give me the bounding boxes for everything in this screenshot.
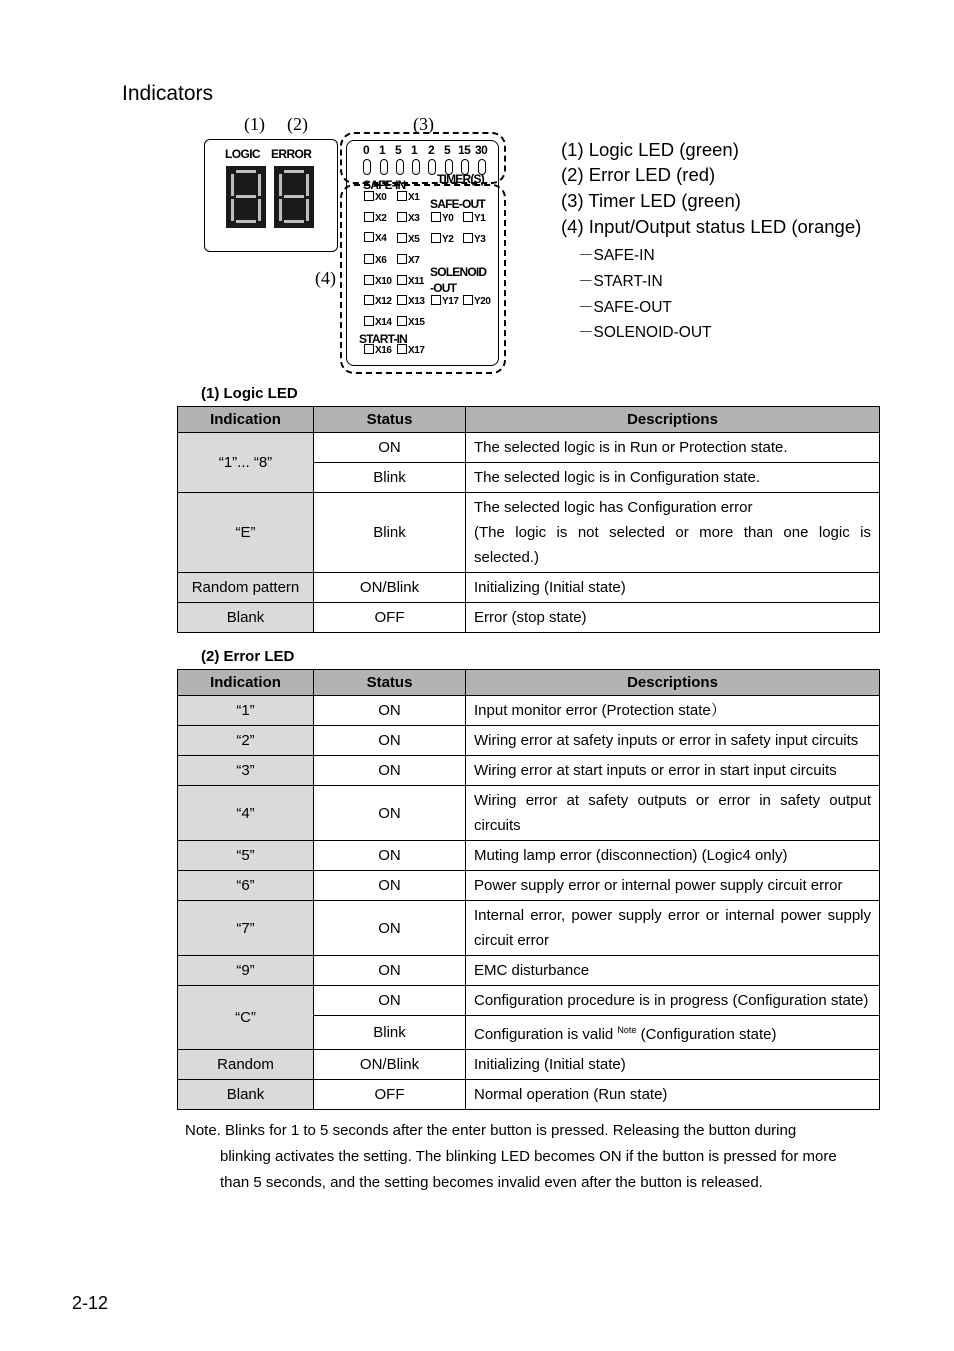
output-led-y0: Y0: [431, 212, 453, 224]
indication-cell: “5”: [178, 841, 314, 871]
timer-number: 30: [475, 143, 488, 157]
legend-item: (3) Timer LED (green): [561, 190, 741, 211]
description-cell: Muting lamp error (disconnection) (Logic4 only): [466, 841, 880, 871]
logic-table-caption: (1) Logic LED: [201, 385, 298, 402]
note-line: Note. Blinks for 1 to 5 seconds after the enter button is pressed. Releasing the button during: [185, 1122, 797, 1139]
status-cell: OFF: [314, 603, 466, 633]
status-cell: Blink: [314, 1016, 466, 1050]
output-led-y3: Y3: [463, 233, 485, 245]
safe-out-label: SAFE-OUT: [430, 197, 485, 211]
legend-item: (2) Error LED (red): [561, 164, 716, 185]
timer-number: 0: [363, 143, 370, 157]
input-led-x16: X16: [364, 344, 392, 356]
description-cell: Wiring error at start inputs or error in start input circuits: [466, 756, 880, 786]
timer-lamp-icon: [380, 159, 388, 175]
status-cell: ON: [314, 871, 466, 901]
indication-cell: “1”: [178, 696, 314, 726]
output-led-y17: Y17: [431, 295, 459, 307]
error-digit-display: [274, 166, 314, 228]
indication-cell: Blank: [178, 1080, 314, 1110]
status-cell: ON: [314, 986, 466, 1016]
input-led-x6: X6: [364, 254, 386, 266]
timer-number: 5: [395, 143, 402, 157]
description-cell: Error (stop state): [466, 603, 880, 633]
indication-cell: “3”: [178, 756, 314, 786]
status-cell: OFF: [314, 1080, 466, 1110]
input-led-x4: X4: [364, 232, 386, 244]
column-header: Descriptions: [466, 407, 880, 433]
indication-cell: “7”: [178, 901, 314, 956]
column-header: Descriptions: [466, 670, 880, 696]
note-mark: Note: [617, 1025, 637, 1035]
legend-sub-item: －START-IN: [578, 273, 663, 290]
table-row: [178, 1050, 880, 1080]
table-row: [178, 603, 880, 633]
table-row: [178, 573, 880, 603]
error-led-table: [177, 669, 880, 1110]
error-table-caption: (2) Error LED: [201, 648, 295, 665]
table-row: [178, 786, 880, 841]
status-cell: ON: [314, 696, 466, 726]
table-row: [178, 756, 880, 786]
table-row: [178, 986, 880, 1016]
status-cell: ON: [314, 956, 466, 986]
status-cell: ON: [314, 756, 466, 786]
column-header: Indication: [178, 407, 314, 433]
callout-4: (4): [315, 268, 336, 288]
footnote: [185, 1118, 875, 1196]
description-cell: Power supply error or internal power supply circuit error: [466, 871, 880, 901]
table-row: [178, 726, 880, 756]
legend-item: (1) Logic LED (green): [561, 139, 739, 160]
callout-3: (3): [413, 114, 434, 134]
input-led-x10: X10: [364, 275, 392, 287]
status-cell: ON: [314, 786, 466, 841]
description-cell: The selected logic has Configuration error (The logic is not selected or more than one logic is selected.): [466, 493, 880, 573]
input-led-x7: X7: [397, 254, 419, 266]
page-heading: Indicators: [122, 82, 214, 105]
logic-led-table: [177, 406, 880, 633]
input-led-x2: X2: [364, 212, 386, 224]
legend-sub-item: －SAFE-OUT: [578, 299, 672, 316]
description-cell: Internal error, power supply error or internal power supply circuit error: [466, 901, 880, 956]
note-line: than 5 seconds, and the setting becomes invalid even after the button is released.: [220, 1174, 763, 1191]
column-header: Status: [314, 407, 466, 433]
input-led-x12: X12: [364, 295, 392, 307]
timer-label: TIMER(S): [437, 172, 484, 186]
input-led-x13: X13: [397, 295, 425, 307]
description-cell: Configuration procedure is in progress (Configuration state): [466, 986, 880, 1016]
timer-lamp-icon: [363, 159, 371, 175]
indication-cell: “C”: [178, 986, 314, 1050]
description-cell: Input monitor error (Protection state）: [466, 696, 880, 726]
status-cell: ON/Blink: [314, 1050, 466, 1080]
indication-cell: “2”: [178, 726, 314, 756]
legend-sub-item: －SAFE-IN: [578, 247, 655, 264]
table-row: [178, 493, 880, 573]
status-cell: ON/Blink: [314, 573, 466, 603]
description-cell: The selected logic is in Configuration state.: [466, 463, 880, 493]
output-led-y2: Y2: [431, 233, 453, 245]
input-led-x14: X14: [364, 316, 392, 328]
indication-cell: “6”: [178, 871, 314, 901]
description-cell: Wiring error at safety inputs or error in safety input circuits: [466, 726, 880, 756]
table-row: [178, 696, 880, 726]
description-cell: Initializing (Initial state): [466, 573, 880, 603]
callout-1: (1): [244, 114, 265, 134]
error-label: ERROR: [271, 147, 312, 161]
description-cell: Normal operation (Run state): [466, 1080, 880, 1110]
indication-cell: Random pattern: [178, 573, 314, 603]
table-row: [178, 956, 880, 986]
table-row: [178, 841, 880, 871]
timer-number: 15: [458, 143, 471, 157]
status-cell: ON: [314, 433, 466, 463]
indication-cell: “4”: [178, 786, 314, 841]
start-in-label: START-IN: [359, 332, 408, 346]
table-row: [178, 433, 880, 463]
output-led-y1: Y1: [463, 212, 485, 224]
timer-lamp-icon: [412, 159, 420, 175]
status-cell: ON: [314, 841, 466, 871]
table-row: [178, 901, 880, 956]
input-led-x11: X11: [397, 275, 424, 287]
indication-cell: Blank: [178, 603, 314, 633]
table-header-row: [178, 407, 880, 433]
input-led-x15: X15: [397, 316, 425, 328]
indication-cell: Random: [178, 1050, 314, 1080]
timer-number: 5: [444, 143, 451, 157]
callout-2: (2): [287, 114, 308, 134]
indication-cell: “E”: [178, 493, 314, 573]
table-header-row: [178, 670, 880, 696]
description-cell: Configuration is valid $^{Note}$ (Configuration state): [466, 1016, 880, 1050]
note-line: blinking activates the setting. The blinking LED becomes ON if the button is pressed for more: [220, 1148, 837, 1165]
description-cell: Initializing (Initial state): [466, 1050, 880, 1080]
logic-label: LOGIC: [225, 147, 260, 161]
output-led-y20: Y20: [463, 295, 491, 307]
page-number: 2-12: [72, 1293, 109, 1313]
solenoid-out-label-2: -OUT: [430, 281, 457, 295]
input-led-x17: X17: [397, 344, 425, 356]
timer-lamp-icon: [428, 159, 436, 175]
safe-in-label: SAFE-IN: [363, 178, 406, 192]
logic-digit-display: [226, 166, 266, 228]
timer-number: 1: [379, 143, 386, 157]
status-cell: ON: [314, 726, 466, 756]
timer-number: 2: [428, 143, 435, 157]
description-cell: The selected logic is in Run or Protection state.: [466, 433, 880, 463]
legend-sub-item: －SOLENOID-OUT: [578, 324, 712, 341]
solenoid-out-label: SOLENOID: [430, 265, 487, 279]
status-cell: Blink: [314, 493, 466, 573]
seven-segment-panel: [204, 139, 338, 252]
description-cell: Wiring error at safety outputs or error in safety output circuits: [466, 786, 880, 841]
status-cell: ON: [314, 901, 466, 956]
status-cell: Blink: [314, 463, 466, 493]
column-header: Indication: [178, 670, 314, 696]
input-led-x3: X3: [397, 212, 419, 224]
legend-item: (4) Input/Output status LED (orange): [561, 216, 862, 237]
table-row: [178, 1080, 880, 1110]
input-led-x1: X1: [397, 191, 419, 203]
timer-number: 1: [411, 143, 418, 157]
input-led-x5: X5: [397, 233, 419, 245]
description-cell: EMC disturbance: [466, 956, 880, 986]
input-led-x0: X0: [364, 191, 386, 203]
timer-lamp-icon: [396, 159, 404, 175]
indication-cell: “1”... “8”: [178, 433, 314, 493]
table-row: [178, 871, 880, 901]
column-header: Status: [314, 670, 466, 696]
indication-cell: “9”: [178, 956, 314, 986]
